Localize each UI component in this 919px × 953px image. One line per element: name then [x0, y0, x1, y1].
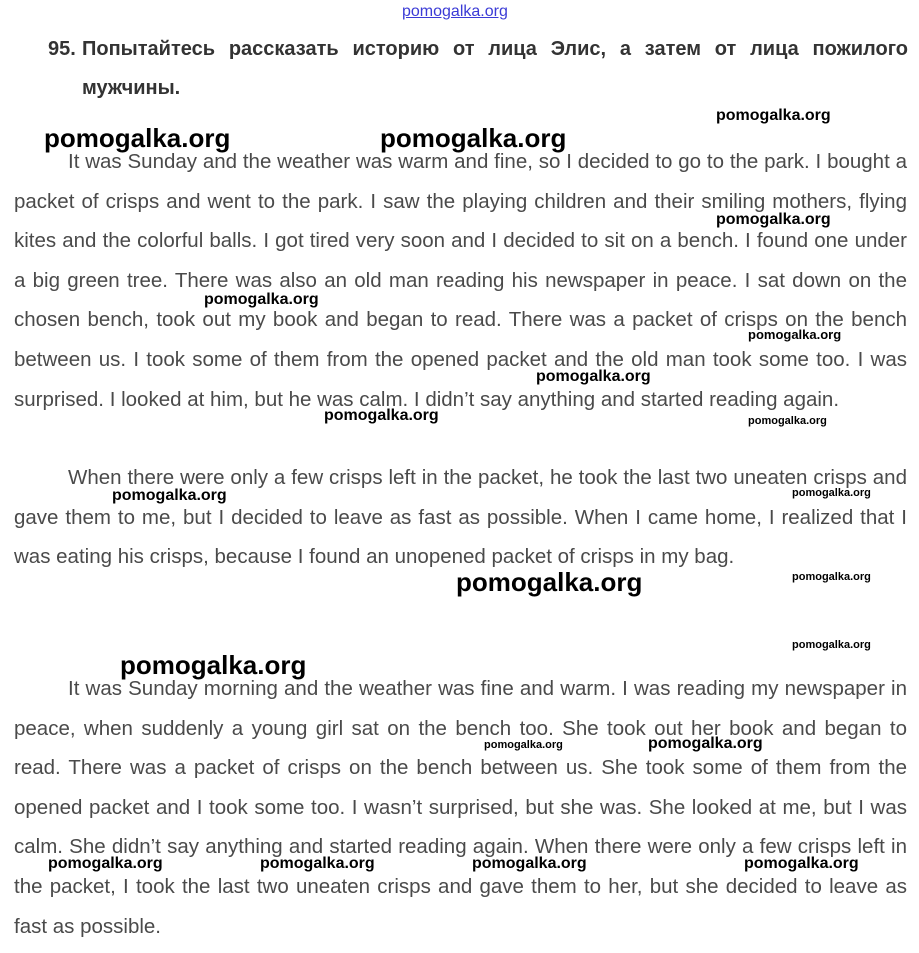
- watermark: pomogalka.org: [716, 107, 831, 124]
- watermark: pomogalka.org: [536, 368, 651, 385]
- watermark: pomogalka.org: [112, 487, 227, 504]
- watermark: pomogalka.org: [48, 855, 163, 872]
- watermark: pomogalka.org: [380, 123, 567, 153]
- old-man-story-paragraph: It was Sunday morning and the weather was fine and warm. I was reading my newspaper in peace, when suddenly a young girl sat on the bench too. She took out her book and began to read. There was a packet of crisps on the bench between us. She took some of them from the opened packet and I took some too. I wasn’t surprised, but she was. She looked at me, but I was calm. She didn’t say anything and started reading again. When there were only a few crisps left in the packet, I took the last two uneaten crisps and gave them to her, but she decided to leave as fast as possible.: [14, 677, 907, 938]
- watermark: pomogalka.org: [648, 735, 763, 752]
- watermark: pomogalka.org: [260, 855, 375, 872]
- watermark: pomogalka.org: [324, 407, 439, 424]
- watermark: pomogalka.org: [484, 739, 563, 751]
- alice-story-paragraph-2: When there were only a few crisps left in the packet, he took the last two uneaten crisps and gave them to me, but I decided to leave as fast as possible. When I came home, I realized that I was eating his crisps, because I found an unopened packet of crisps in my bag.: [14, 466, 907, 569]
- watermark: pomogalka.org: [120, 650, 307, 680]
- watermark: pomogalka.org: [744, 855, 859, 872]
- task-number: 95.: [48, 38, 76, 60]
- watermark: pomogalka.org: [204, 291, 319, 308]
- watermark: pomogalka.org: [748, 415, 827, 427]
- watermark: pomogalka.org: [748, 327, 842, 342]
- watermark: pomogalka.org: [792, 487, 871, 499]
- watermark: pomogalka.org: [792, 571, 871, 583]
- watermark: pomogalka.org: [716, 211, 831, 228]
- watermark: pomogalka.org: [792, 639, 871, 651]
- task-instruction: Попытайтесь рассказать историю от лица Элис, а затем от лица пожилого мужчины.: [82, 38, 908, 99]
- header-watermark-link[interactable]: pomogalka.org: [402, 3, 508, 20]
- task-heading: [48, 30, 908, 108]
- alice-story-paragraph-1: It was Sunday and the weather was warm and fine, so I decided to go to the park. I bought a packet of crisps and went to the park. I saw the playing children and their smiling mothers, flying kites and the colorful balls. I got tired very soon and I decided to sit on a bench. I found one under a big green tree. There was also an old man reading his newspaper in peace. I sat down on the chosen bench, took out my book and began to read. There was a packet of crisps on the bench between us. I took some of them from the opened packet and the old man took some too. I was surprised. I looked at him, but he was calm. I didn’t say anything and started reading again.: [14, 150, 907, 411]
- watermark: pomogalka.org: [456, 567, 643, 597]
- watermark: pomogalka.org: [472, 855, 587, 872]
- watermark: pomogalka.org: [44, 123, 231, 153]
